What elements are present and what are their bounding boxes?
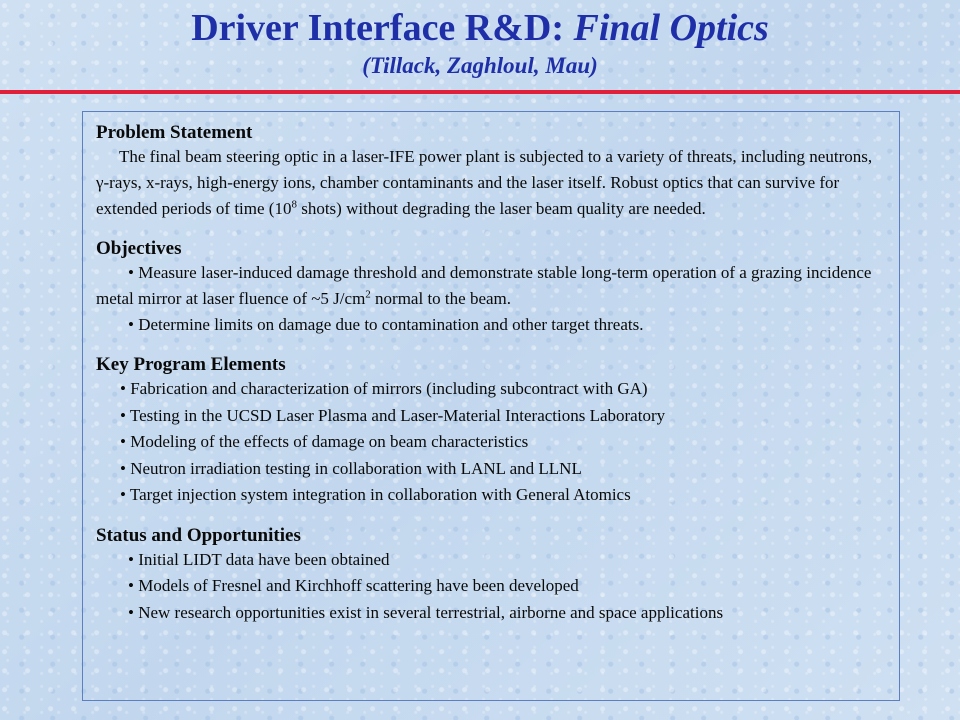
objective-exponent: 2	[365, 288, 371, 301]
objective-item-2: • Determine limits on damage due to contamination and other target threats.	[128, 315, 644, 334]
key-element-item: • Testing in the UCSD Laser Plasma and Laser-Material Interactions Laboratory	[120, 405, 666, 425]
problem-statement-heading: Problem Statement	[96, 122, 253, 143]
key-element-item: • Neutron irradiation testing in collaboration with LANL and LLNL	[120, 458, 582, 478]
objective-1-part-2: normal to the beam.	[370, 289, 512, 308]
objective-1-part-1: • Measure laser-induced damage threshold and demonstrate stable long-term operation of a grazing incidence metal mirror at laser fluence of ~5 J/cm	[96, 263, 872, 308]
key-element-item: • Target injection system integration in collaboration with General Atomics	[120, 485, 631, 504]
spacer	[96, 509, 887, 525]
status-heading: Status and Opportunities	[96, 524, 301, 546]
slide-title-main: Driver Interface R&D:	[191, 7, 564, 49]
objective-item-1	[96, 260, 887, 312]
spacer	[96, 222, 887, 238]
objectives-heading: Objectives	[96, 238, 182, 259]
slide-title	[0, 6, 960, 50]
status-item: • New research opportunities exist in several terrestrial, airborne and space applications	[128, 602, 724, 622]
key-element-item: • Fabrication and characterization of mirrors (including subcontract with GA)	[120, 379, 648, 398]
status-item: • Initial LIDT data have been obtained	[128, 549, 390, 569]
problem-statement-text	[96, 144, 887, 222]
slide-title-italic: Final Optics	[573, 7, 769, 49]
problem-exponent: 8	[291, 198, 297, 211]
key-elements-heading: Key Program Elements	[96, 354, 286, 375]
key-element-item: • Modeling of the effects of damage on beam characteristics	[120, 432, 529, 451]
title-divider	[0, 90, 960, 94]
content-box	[82, 111, 900, 701]
problem-text-part-2: shots) without degrading the laser beam quality are needed.	[296, 199, 706, 218]
slide-subtitle: (Tillack, Zaghloul, Mau)	[362, 53, 598, 78]
status-item: • Models of Fresnel and Kirchhoff scattering have been developed	[128, 576, 579, 595]
spacer	[96, 338, 887, 354]
problem-text-part-1: The final beam steering optic in a laser-IFE power plant is subjected to a variety of threats, including neutrons, γ-rays, x-rays, high-energy ions, chamber contaminants and the laser itself. Robust optics that can survive for extended periods of time (10	[96, 147, 873, 218]
